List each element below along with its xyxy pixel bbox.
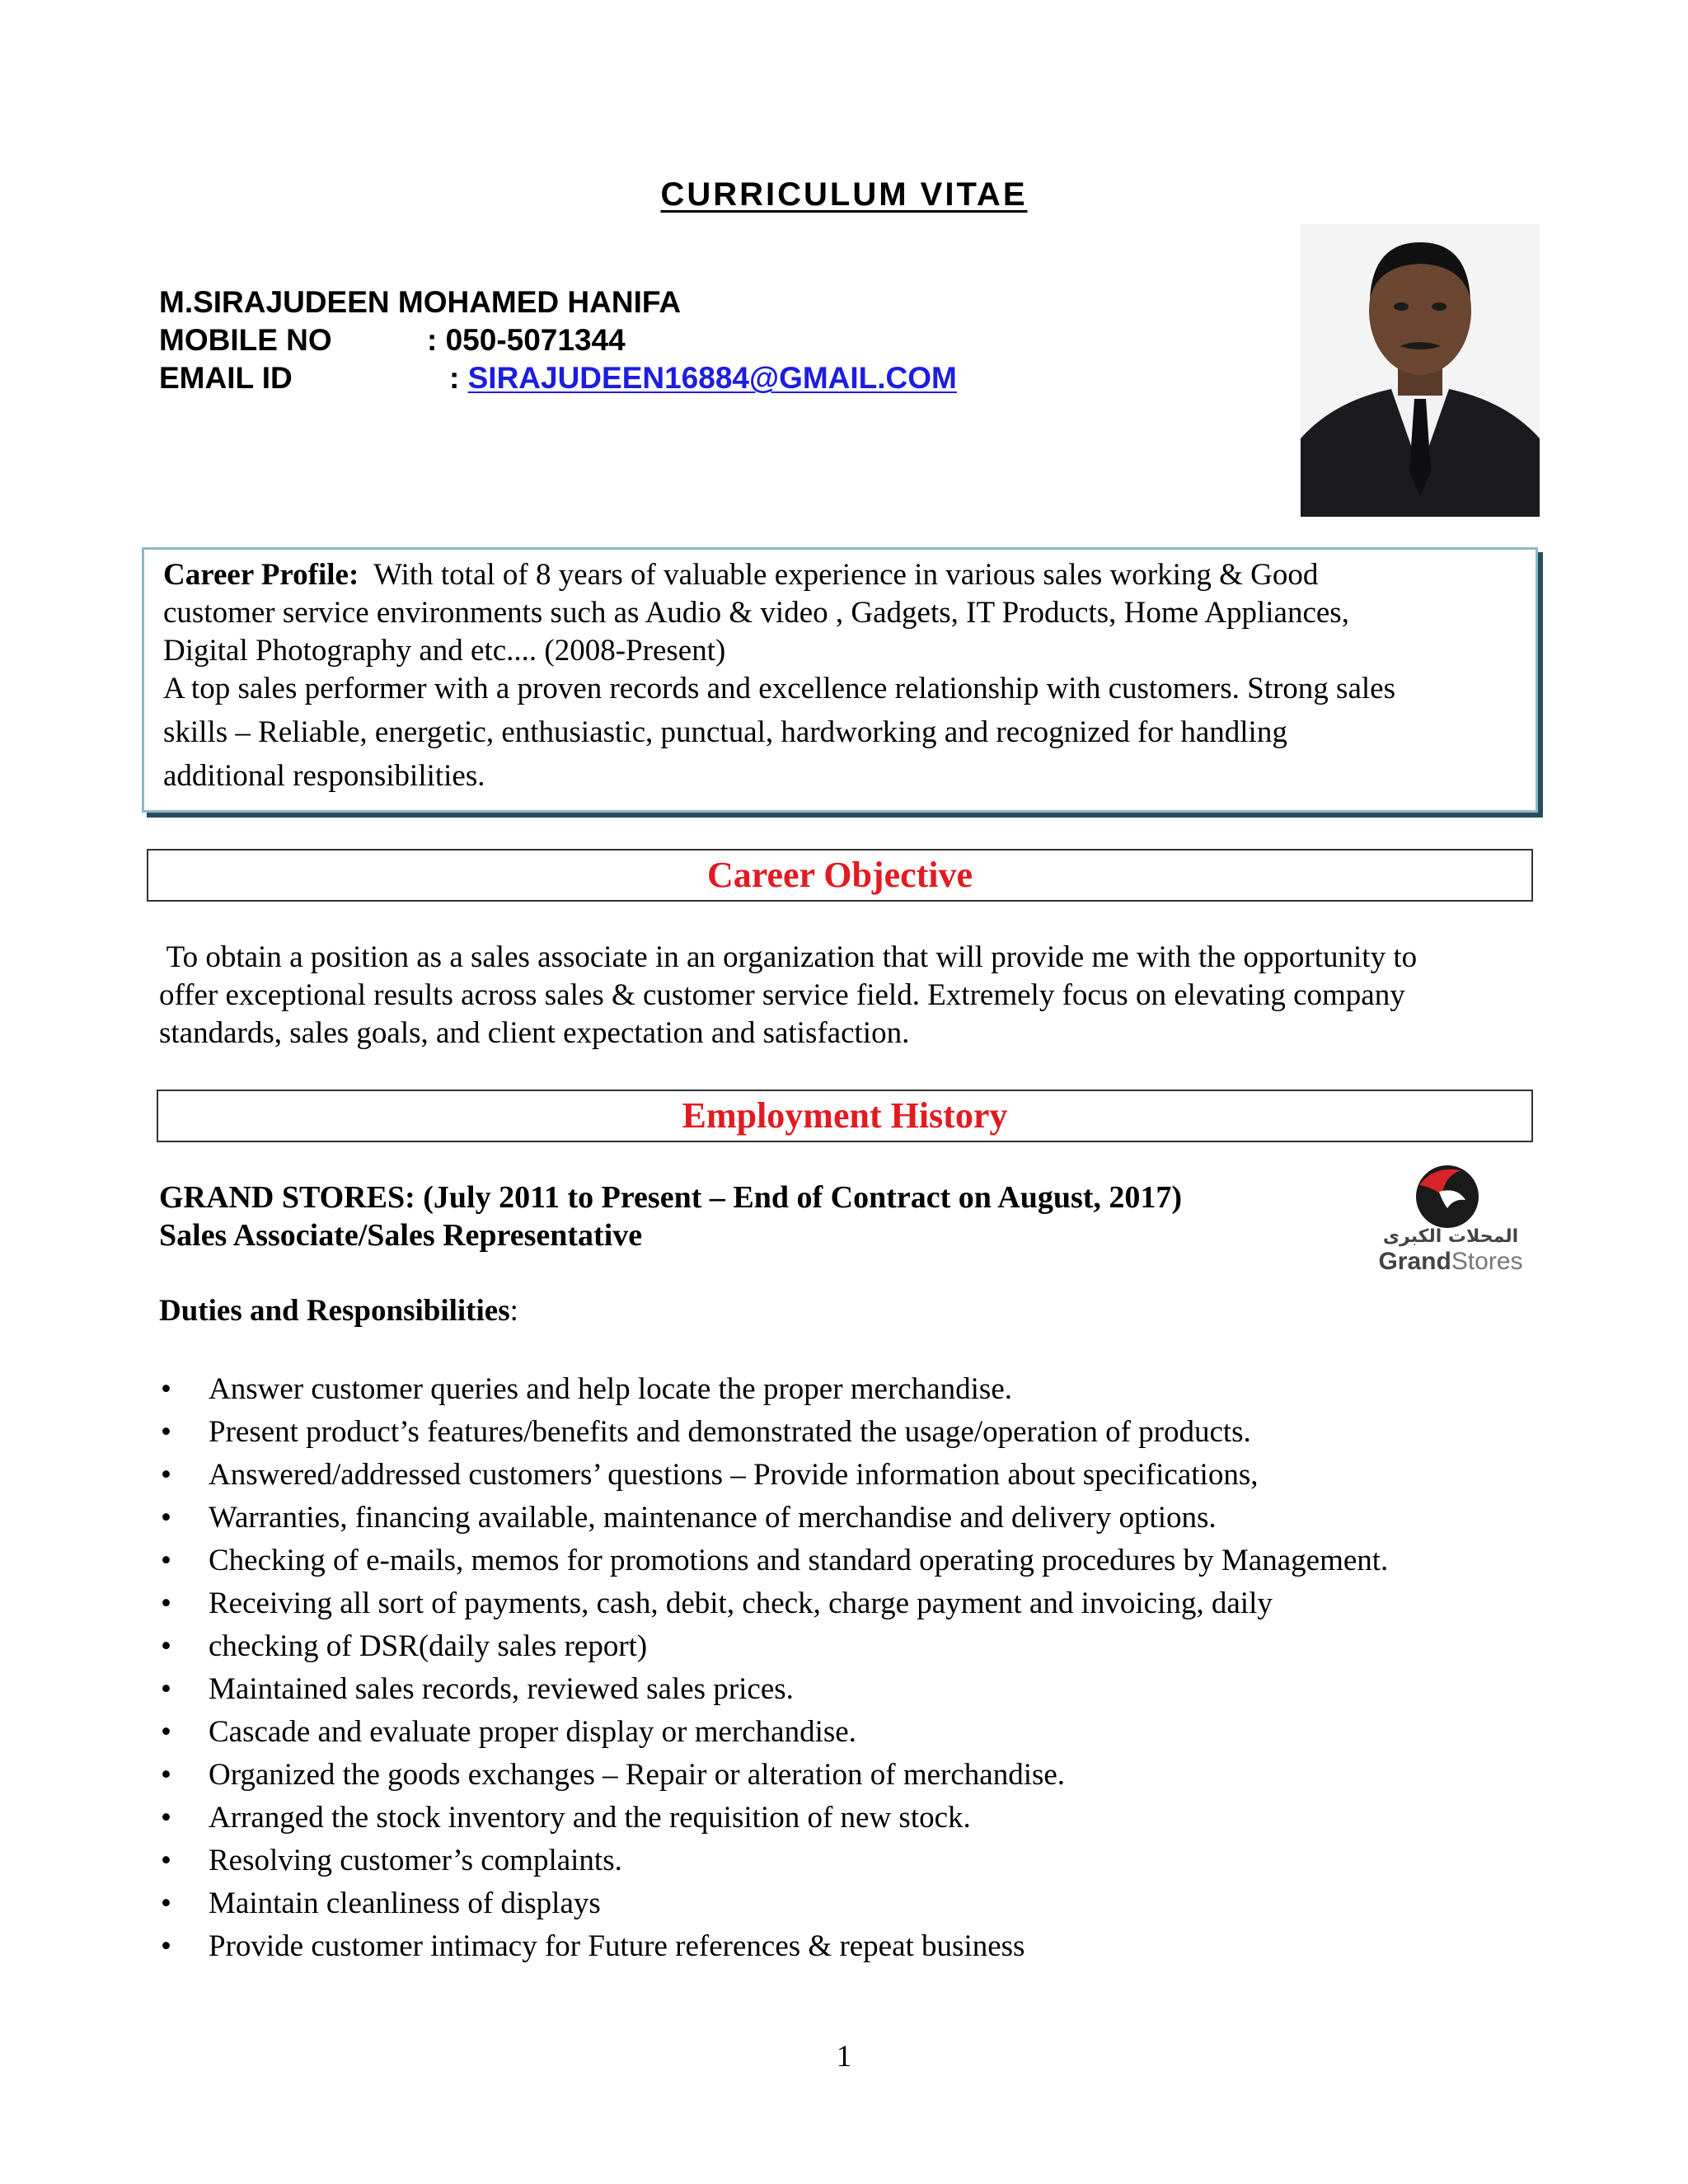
- company-line: GRAND STORES: (July 2011 to Present – End of Contract on August, 2017): [159, 1180, 1183, 1215]
- list-item: • Provide customer intimacy for Future references & repeat business: [159, 1925, 1560, 1968]
- list-item: • Maintained sales records, reviewed sales prices.: [159, 1668, 1560, 1711]
- career-profile: [163, 556, 1523, 795]
- list-item: • Present product’s features/benefits and demonstrated the usage/operation of products.: [159, 1411, 1560, 1454]
- bullet-icon: •: [161, 1672, 171, 1706]
- bullet-icon: •: [161, 1544, 171, 1577]
- email-row: [449, 359, 957, 397]
- email-label: EMAIL ID: [159, 361, 293, 395]
- bullet-icon: •: [161, 1886, 171, 1920]
- list-item: • Organized the goods exchanges – Repair or alteration of merchandise.: [159, 1754, 1560, 1797]
- logo-arabic-text: المحلات الكبرى: [1382, 1226, 1519, 1247]
- objective-line: offer exceptional results across sales & customer service field. Extremely focus on elevating company: [159, 978, 1405, 1012]
- duties-heading: Duties and Responsibilities:: [159, 1294, 518, 1328]
- page-number: 1: [836, 2040, 852, 2074]
- profile-photo: [1301, 224, 1540, 517]
- list-item: • Resolving customer’s complaints.: [159, 1840, 1560, 1882]
- bullet-icon: •: [161, 1715, 171, 1749]
- candidate-name: M.SIRAJUDEEN MOHAMED HANIFA: [159, 285, 682, 319]
- career-objective-heading: Career Objective: [147, 849, 1533, 902]
- list-item: • Receiving all sort of payments, cash, debit, check, charge payment and invoicing, daily: [159, 1582, 1560, 1625]
- email-prefix: :: [449, 361, 468, 395]
- mobile-value: : 050-5071344: [427, 323, 626, 357]
- list-item: • Warranties, financing available, maintenance of merchandise and delivery options.: [159, 1497, 1560, 1540]
- job-title: Sales Associate/Sales Representative: [159, 1218, 643, 1253]
- mobile-label: MOBILE NO: [159, 323, 332, 357]
- bullet-icon: •: [161, 1372, 171, 1406]
- bullet-icon: •: [161, 1844, 171, 1877]
- bullet-icon: •: [161, 1501, 171, 1535]
- career-profile-line: skills – Reliable, energetic, enthusiastic, punctual, hardworking and recognized for handling: [163, 715, 1287, 749]
- bullet-icon: •: [161, 1458, 171, 1492]
- list-item: • Checking of e-mails, memos for promotions and standard operating procedures by Management.: [159, 1540, 1560, 1582]
- career-profile-line: Digital Photography and etc.... (2008-Present): [163, 634, 726, 668]
- bullet-icon: •: [161, 1415, 171, 1449]
- bullet-icon: •: [161, 1586, 171, 1620]
- duties-list: [159, 1368, 1560, 1968]
- list-item: • Maintain cleanliness of displays: [159, 1882, 1560, 1925]
- objective-line: standards, sales goals, and client expectation and satisfaction.: [159, 1016, 910, 1050]
- bullet-icon: •: [161, 1629, 171, 1663]
- career-profile-line: A top sales performer with a proven records and excellence relationship with customers. Strong sales: [163, 672, 1395, 705]
- career-profile-label: Career Profile:: [163, 558, 359, 592]
- email-link[interactable]: SIRAJUDEEN16884@GMAIL.COM: [467, 361, 957, 395]
- list-item: • Answered/addressed customers’ questions – Provide information about specifications,: [159, 1454, 1560, 1497]
- bullet-icon: •: [161, 1929, 171, 1963]
- career-profile-line: customer service environments such as Audio & video , Gadgets, IT Products, Home Appliances,: [163, 596, 1349, 630]
- employment-history-heading: Employment History: [157, 1090, 1533, 1142]
- logo-wordmark: GrandStores: [1378, 1248, 1523, 1275]
- career-profile-line: additional responsibilities.: [163, 759, 485, 793]
- objective-line: To obtain a position as a sales associate in an organization that will provide me with the opportunity to: [159, 940, 1418, 974]
- grand-stores-logo: [1368, 1162, 1533, 1286]
- list-item: • Arranged the stock inventory and the requisition of new stock.: [159, 1797, 1560, 1840]
- bullet-icon: •: [161, 1801, 171, 1835]
- career-profile-line: Career Profile: With total of 8 years of valuable experience in various sales working & Good: [163, 558, 1319, 592]
- document-title: CURRICULUM VITAE: [660, 176, 1028, 213]
- list-item: • Cascade and evaluate proper display or merchandise.: [159, 1711, 1560, 1754]
- career-objective-text: [159, 939, 1519, 1052]
- list-item: • checking of DSR(daily sales report): [159, 1625, 1560, 1668]
- list-item: • Answer customer queries and help locate the proper merchandise.: [159, 1368, 1560, 1411]
- bullet-icon: •: [161, 1758, 171, 1792]
